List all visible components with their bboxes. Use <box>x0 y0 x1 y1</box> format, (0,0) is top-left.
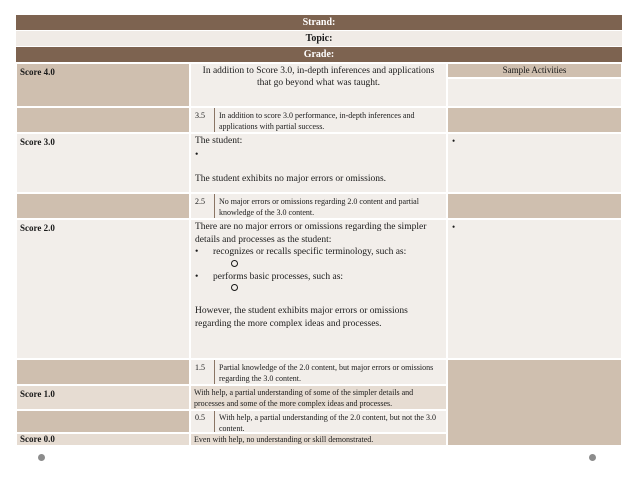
score-1-5-divider <box>214 360 215 384</box>
score-3-5-row <box>190 107 447 133</box>
score-2-5-spacer <box>16 193 190 219</box>
decorative-dot-left <box>38 454 45 461</box>
score-2-however: However, the student exhibits major errors or omissions regarding the more complex ideas and processes. <box>195 306 408 329</box>
lower-activities-column <box>447 359 622 446</box>
score-3-activity-bullet: • <box>452 136 456 146</box>
score-0-5-number: 0.5 <box>195 413 205 422</box>
score-2-5-number: 2.5 <box>195 197 205 206</box>
score-2-label: Score 2.0 <box>16 219 190 359</box>
score-3-5-divider <box>214 108 215 132</box>
score-2-activity-bullet: • <box>452 222 456 232</box>
score-1-label: Score 1.0 <box>16 385 190 410</box>
score-3-5-number: 3.5 <box>195 111 205 120</box>
scale-table <box>16 15 622 446</box>
topic-header: Topic: <box>16 31 622 47</box>
score-3-intro: The student: <box>195 136 243 146</box>
score-0-label: Score 0.0 <box>16 433 190 446</box>
score-2-5-divider <box>214 194 215 218</box>
score-1-description: With help, a partial understanding of some of the simpler details and processes and some of the more complex ideas and processes. <box>190 385 447 410</box>
score-2-5-row <box>190 193 447 219</box>
score-0-5-row <box>190 410 447 433</box>
score-3-5-text: In addition to score 3.0 performance, in-depth inferences and applications with partial success. <box>219 111 415 131</box>
score-3-5-activities <box>447 107 622 133</box>
score-1-5-number: 1.5 <box>195 363 205 372</box>
score-2-subitem-1 <box>195 259 442 271</box>
score-2-description <box>190 219 447 359</box>
score-3-no-errors: The student exhibits no major errors or omissions. <box>195 174 387 184</box>
score-3-bullet: • <box>195 150 199 160</box>
score-1-5-row <box>190 359 447 385</box>
score-2-item-1-text: recognizes or recalls specific terminology, such as: <box>213 247 407 257</box>
score-2-item-2-bullet: • <box>195 271 199 282</box>
score-2-item-processes <box>195 271 442 284</box>
score-3-label: Score 3.0 <box>16 133 190 193</box>
strand-header: Strand: <box>16 15 622 31</box>
score-2-activities <box>447 219 622 359</box>
score-2-item-1-bullet: • <box>195 247 199 257</box>
decorative-dot-right <box>589 454 596 461</box>
score-2-intro: There are no major errors or omissions regarding the simpler details and processes as the student: <box>195 222 427 245</box>
score-2-subitem-2 <box>195 283 442 295</box>
score-0-5-text: With help, a partial understanding of the 2.0 content, but not the 3.0 content. <box>219 413 436 433</box>
score-2-item-2-text: performs basic processes, such as: <box>213 271 344 282</box>
score-2-5-activities <box>447 193 622 219</box>
score-3-activities <box>447 133 622 193</box>
score-0-5-spacer <box>16 410 190 433</box>
sample-activities-header: Sample Activities <box>447 63 622 78</box>
score-4-description: In addition to Score 3.0, in-depth inferences and applications that go beyond what was taught. <box>190 63 447 107</box>
open-circle-icon <box>231 260 238 267</box>
score-2-5-text: No major errors or omissions regarding 2.0 content and partial knowledge of the 3.0 content. <box>219 197 419 217</box>
score-1-5-text: Partial knowledge of the 2.0 content, but major errors or omissions regarding the 3.0 content. <box>219 363 434 383</box>
score-4-activities <box>447 78 622 107</box>
grade-header: Grade: <box>16 47 622 63</box>
score-4-label: Score 4.0 <box>16 63 190 107</box>
score-2-item-terminology <box>195 246 442 259</box>
open-circle-icon <box>231 284 238 291</box>
score-1-5-spacer <box>16 359 190 385</box>
score-0-description: Even with help, no understanding or skill demonstrated. <box>190 433 447 446</box>
score-3-description <box>190 133 447 193</box>
score-0-5-divider <box>214 411 215 432</box>
score-3-5-spacer <box>16 107 190 133</box>
